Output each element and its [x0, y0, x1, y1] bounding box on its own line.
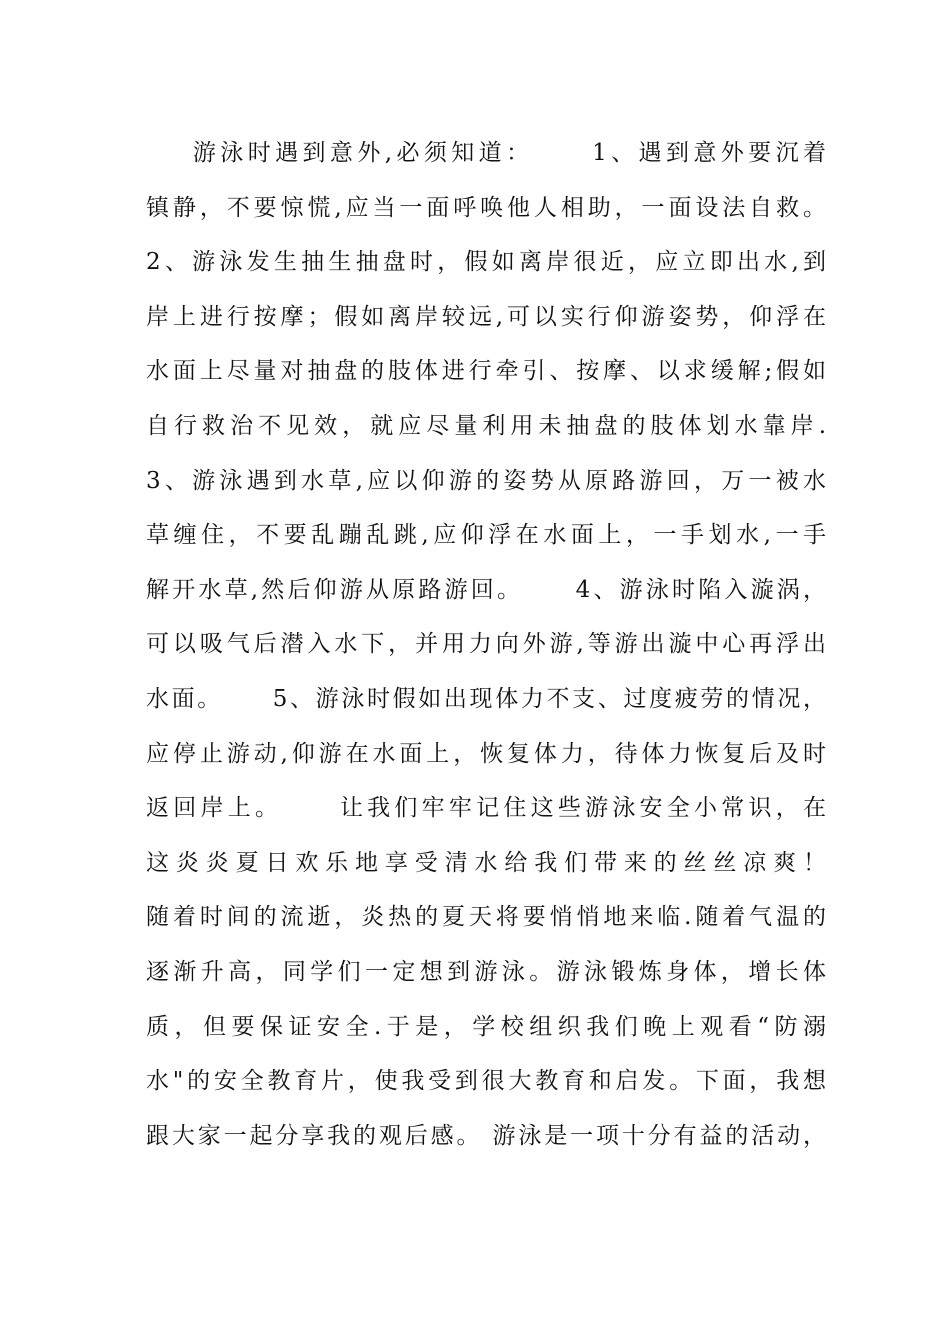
text-line: 逐渐升高，同学们一定想到游泳。游泳锻炼身体，增长体	[146, 958, 826, 985]
body-text	[146, 126, 826, 1163]
text-line: 水面上尽量对抽盘的肢体进行牵引、按摩、以求缓解;假如	[146, 358, 826, 385]
text-line: 2、游泳发生抽生抽盘时，假如离岸很近，应立即出水,到	[146, 249, 826, 276]
text-line: 应停止游动,仰游在水面上，恢复体力，待体力恢复后及时	[146, 740, 826, 767]
text-line: 可以吸气后潜入水下，并用力向外游,等游出漩中心再浮出	[146, 631, 826, 658]
text-line: 水"的安全教育片，使我受到很大教育和启发。下面，我想	[146, 1068, 826, 1095]
text-line: 水面。 5、游泳时假如出现体力不支、过度疲劳的情况，	[146, 685, 826, 712]
text-line: 这炎炎夏日欢乐地享受清水给我们带来的丝丝凉爽！	[146, 849, 826, 876]
text-line: 岸上进行按摩；假如离岸较远,可以实行仰游姿势，仰浮在	[146, 303, 826, 330]
text-line: 返回岸上。 让我们牢牢记住这些游泳安全小常识，在	[146, 795, 826, 822]
text-line: 草缠住，不要乱蹦乱跳,应仰浮在水面上，一手划水,一手	[146, 522, 826, 549]
text-line: 3、游泳遇到水草,应以仰游的姿势从原路游回，万一被水	[146, 467, 826, 494]
text-line: 解开水草,然后仰游从原路游回。 4、游泳时陷入漩涡，	[146, 576, 826, 603]
text-line: 质，但要保证安全.于是，学校组织我们晚上观看“防溺	[146, 1013, 826, 1040]
text-line: 镇静，不要惊慌,应当一面呼唤他人相助，一面设法自救。	[146, 194, 826, 221]
text-line: 随着时间的流逝，炎热的夏天将要悄悄地来临.随着气温的	[146, 904, 826, 931]
text-line: 自行救治不见效，就应尽量利用未抽盘的肢体划水靠岸.	[146, 412, 826, 439]
text-line: 游泳时遇到意外,必须知道： 1、遇到意外要沉着	[146, 140, 826, 166]
text-line: 跟大家一起分享我的观后感。 游泳是一项十分有益的活动，	[146, 1122, 826, 1149]
